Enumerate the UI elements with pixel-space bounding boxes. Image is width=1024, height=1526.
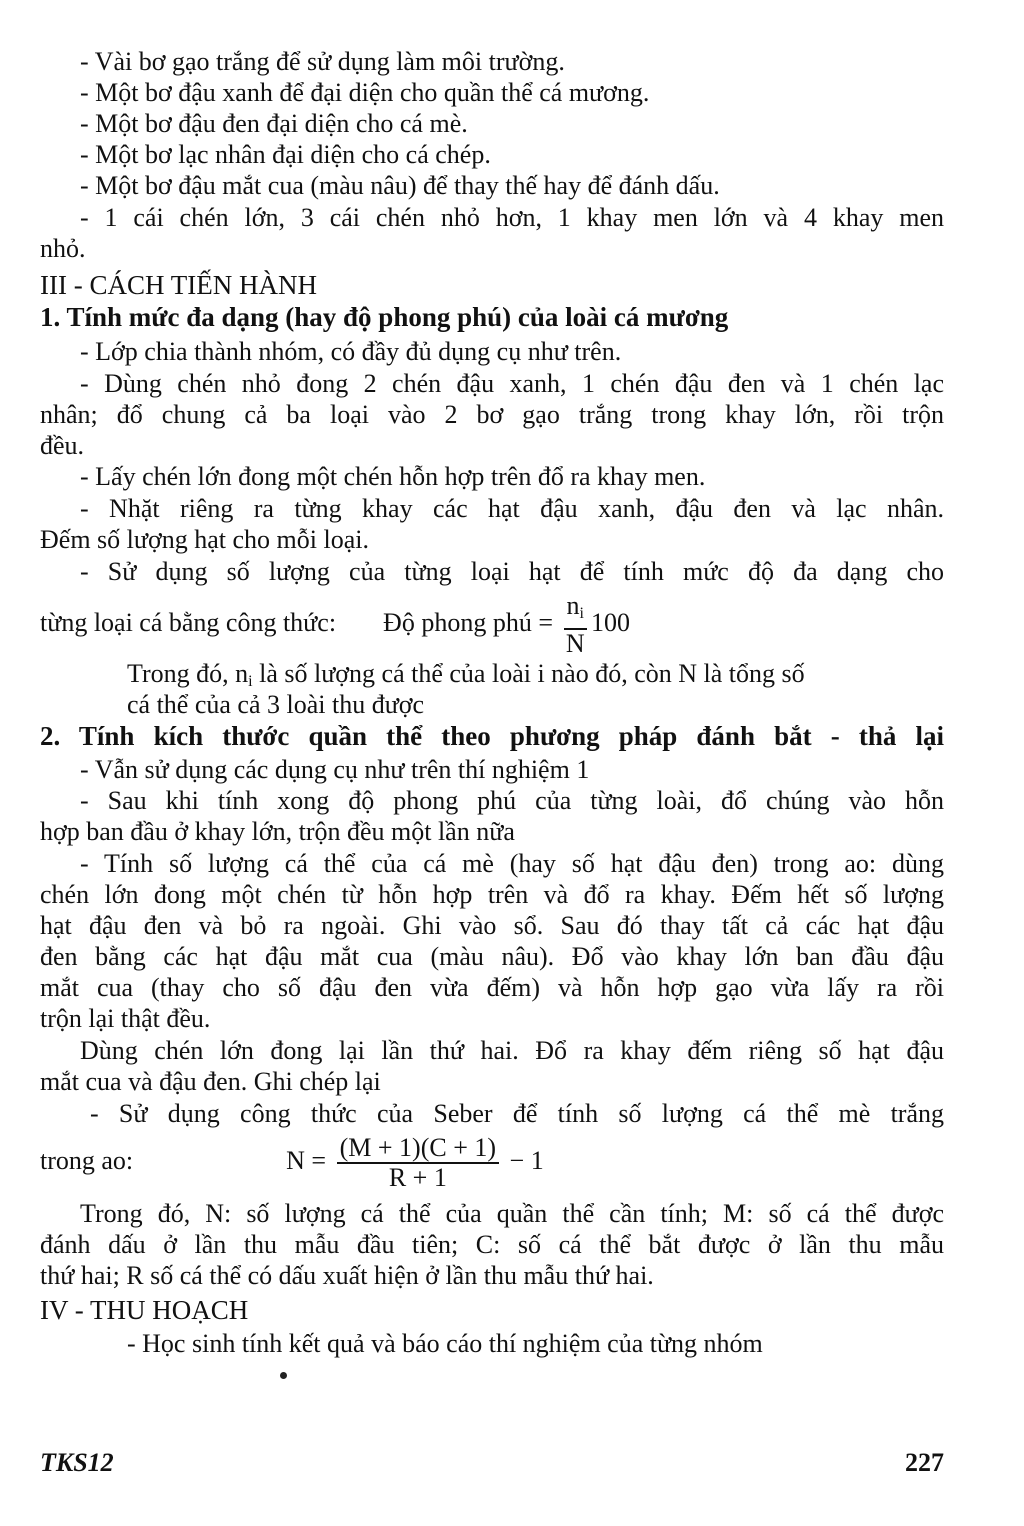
part2-line: - Sử dụng công thức của Seber để tính số lượng cá thể mè trắng — [90, 1099, 944, 1128]
note-text: Trong đó, n — [127, 659, 249, 688]
part2-line: hợp ban đầu ở khay lớn, trộn đều một lần nữa — [40, 817, 515, 846]
note-text: là số lượng cá thể của loài i nào đó, còn N là tổng số — [252, 659, 805, 688]
part1-line: - Sử dụng số lượng của từng loại hạt để tính mức độ đa dạng cho — [80, 557, 944, 586]
part2-line: - Tính số lượng cá thể của cá mè (hay số hạt đậu đen) trong ao: dùng — [80, 849, 944, 878]
material-tools-cont: nhỏ. — [40, 234, 86, 263]
formula-abundance-note-cont: cá thể của cả 3 loài thu được — [127, 690, 425, 719]
part2-line: mắt cua và đậu đen. Ghi chép lại — [40, 1067, 381, 1096]
formula-seber-note: thứ hai; R số cá thể có dấu xuất hiện ở lần thu mẫu thứ hai. — [40, 1261, 654, 1290]
formula-abundance-num-sub: i — [579, 605, 584, 622]
part2-line: - Vẫn sử dụng các dụng cụ như trên thí nghiệm 1 — [80, 755, 590, 784]
part2-line: hạt đậu đen và bỏ ra ngoài. Ghi vào sổ. Sau đó thay tất cả các hạt đậu — [40, 911, 944, 940]
material-rice: - Vài bơ gạo trắng để sử dụng làm môi trường. — [80, 47, 565, 76]
material-brown-bean: - Một bơ đậu mắt cua (màu nâu) để thay thế hay để đánh dấu. — [80, 171, 720, 200]
formula-abundance-tail: 100 — [590, 607, 630, 637]
part1-line: nhân; đổ chung cả ba loại vào 2 bơ gạo trắng trong khay lớn, rồi trộn — [40, 400, 944, 429]
material-green-bean: - Một bơ đậu xanh để đại diện cho quần thể cá mương. — [80, 78, 650, 107]
section-4-item: - Học sinh tính kết quả và báo cáo thí nghiệm của từng nhóm — [127, 1329, 763, 1358]
formula-seber-lead: trong ao: — [40, 1146, 134, 1175]
material-tools: - 1 cái chén lớn, 3 cái chén nhỏ hơn, 1 khay men lớn và 4 khay men — [80, 203, 944, 232]
part1-line: Đếm số lượng hạt cho mỗi loại. — [40, 525, 369, 554]
formula-seber-num: (M + 1)(C + 1) — [337, 1134, 499, 1164]
part-1-title: 1. Tính mức đa dạng (hay độ phong phú) của loài cá mương — [40, 302, 729, 332]
formula-abundance-fraction — [564, 592, 587, 658]
part2-line: trộn lại thật đều. — [40, 1004, 211, 1033]
part2-line: Dùng chén lớn đong lại lần thứ hai. Đổ ra khay đếm riêng số hạt đậu — [80, 1036, 944, 1065]
formula-seber — [40, 1132, 944, 1192]
formula-abundance-lead: từng loại cá bằng công thức: — [40, 607, 337, 637]
part1-line: - Nhặt riêng ra từng khay các hạt đậu xanh, đậu đen và lạc nhân. — [80, 494, 944, 523]
speck-mark — [280, 1372, 287, 1379]
formula-seber-label: N = — [286, 1146, 327, 1175]
part1-line: - Lớp chia thành nhóm, có đầy đủ dụng cụ như trên. — [80, 337, 622, 366]
material-peanut: - Một bơ lạc nhân đại diện cho cá chép. — [80, 140, 491, 169]
section-4-title: IV - THU HOẠCH — [40, 1295, 249, 1325]
page-number: 227 — [905, 1448, 944, 1477]
note-sub: i — [248, 673, 253, 690]
formula-seber-den: R + 1 — [388, 1163, 447, 1193]
formula-seber-note: Trong đó, N: số lượng cá thể của quần thể cần tính; M: số cá thể được — [80, 1199, 944, 1228]
part2-line: mắt cua (thay cho số đậu đen vừa đếm) và hỗn hợp gạo vừa lấy ra rồi — [40, 973, 944, 1002]
part2-line: chén lớn đong một chén từ hỗn hợp trên và đổ ra khay. Đếm hết số lượng — [40, 880, 944, 909]
part1-line: - Lấy chén lớn đong một chén hỗn hợp trên đổ ra khay men. — [80, 462, 706, 491]
formula-abundance-num: n — [566, 591, 580, 620]
section-3-title: III - CÁCH TIẾN HÀNH — [40, 270, 317, 300]
formula-seber-tail: − 1 — [509, 1146, 544, 1175]
formula-abundance-den: N — [565, 629, 585, 658]
part1-line: - Dùng chén nhỏ đong 2 chén đậu xanh, 1 chén đậu đen và 1 chén lạc — [80, 369, 944, 398]
formula-seber-note: đánh dấu ở lần thu mẫu đầu tiên; C: số cá thể bắt được ở lần thu mẫu — [40, 1230, 944, 1259]
material-black-bean: - Một bơ đậu đen đại diện cho cá mè. — [80, 109, 468, 138]
part1-line: đều. — [40, 431, 85, 460]
part2-line: - Sau khi tính xong độ phong phú của từng loài, đổ chúng vào hỗn — [80, 786, 944, 815]
formula-abundance — [40, 592, 944, 658]
part-2-title: 2. Tính kích thước quần thể theo phương pháp đánh bắt - thả lại — [40, 721, 944, 751]
footer-book-code: TKS12 — [40, 1448, 114, 1477]
formula-seber-fraction — [337, 1134, 499, 1192]
formula-abundance-label: Độ phong phú = — [383, 607, 553, 637]
part2-line: đen bằng các hạt đậu mắt cua (màu nâu). Đổ vào khay lớn ban đầu đậu — [40, 942, 944, 971]
